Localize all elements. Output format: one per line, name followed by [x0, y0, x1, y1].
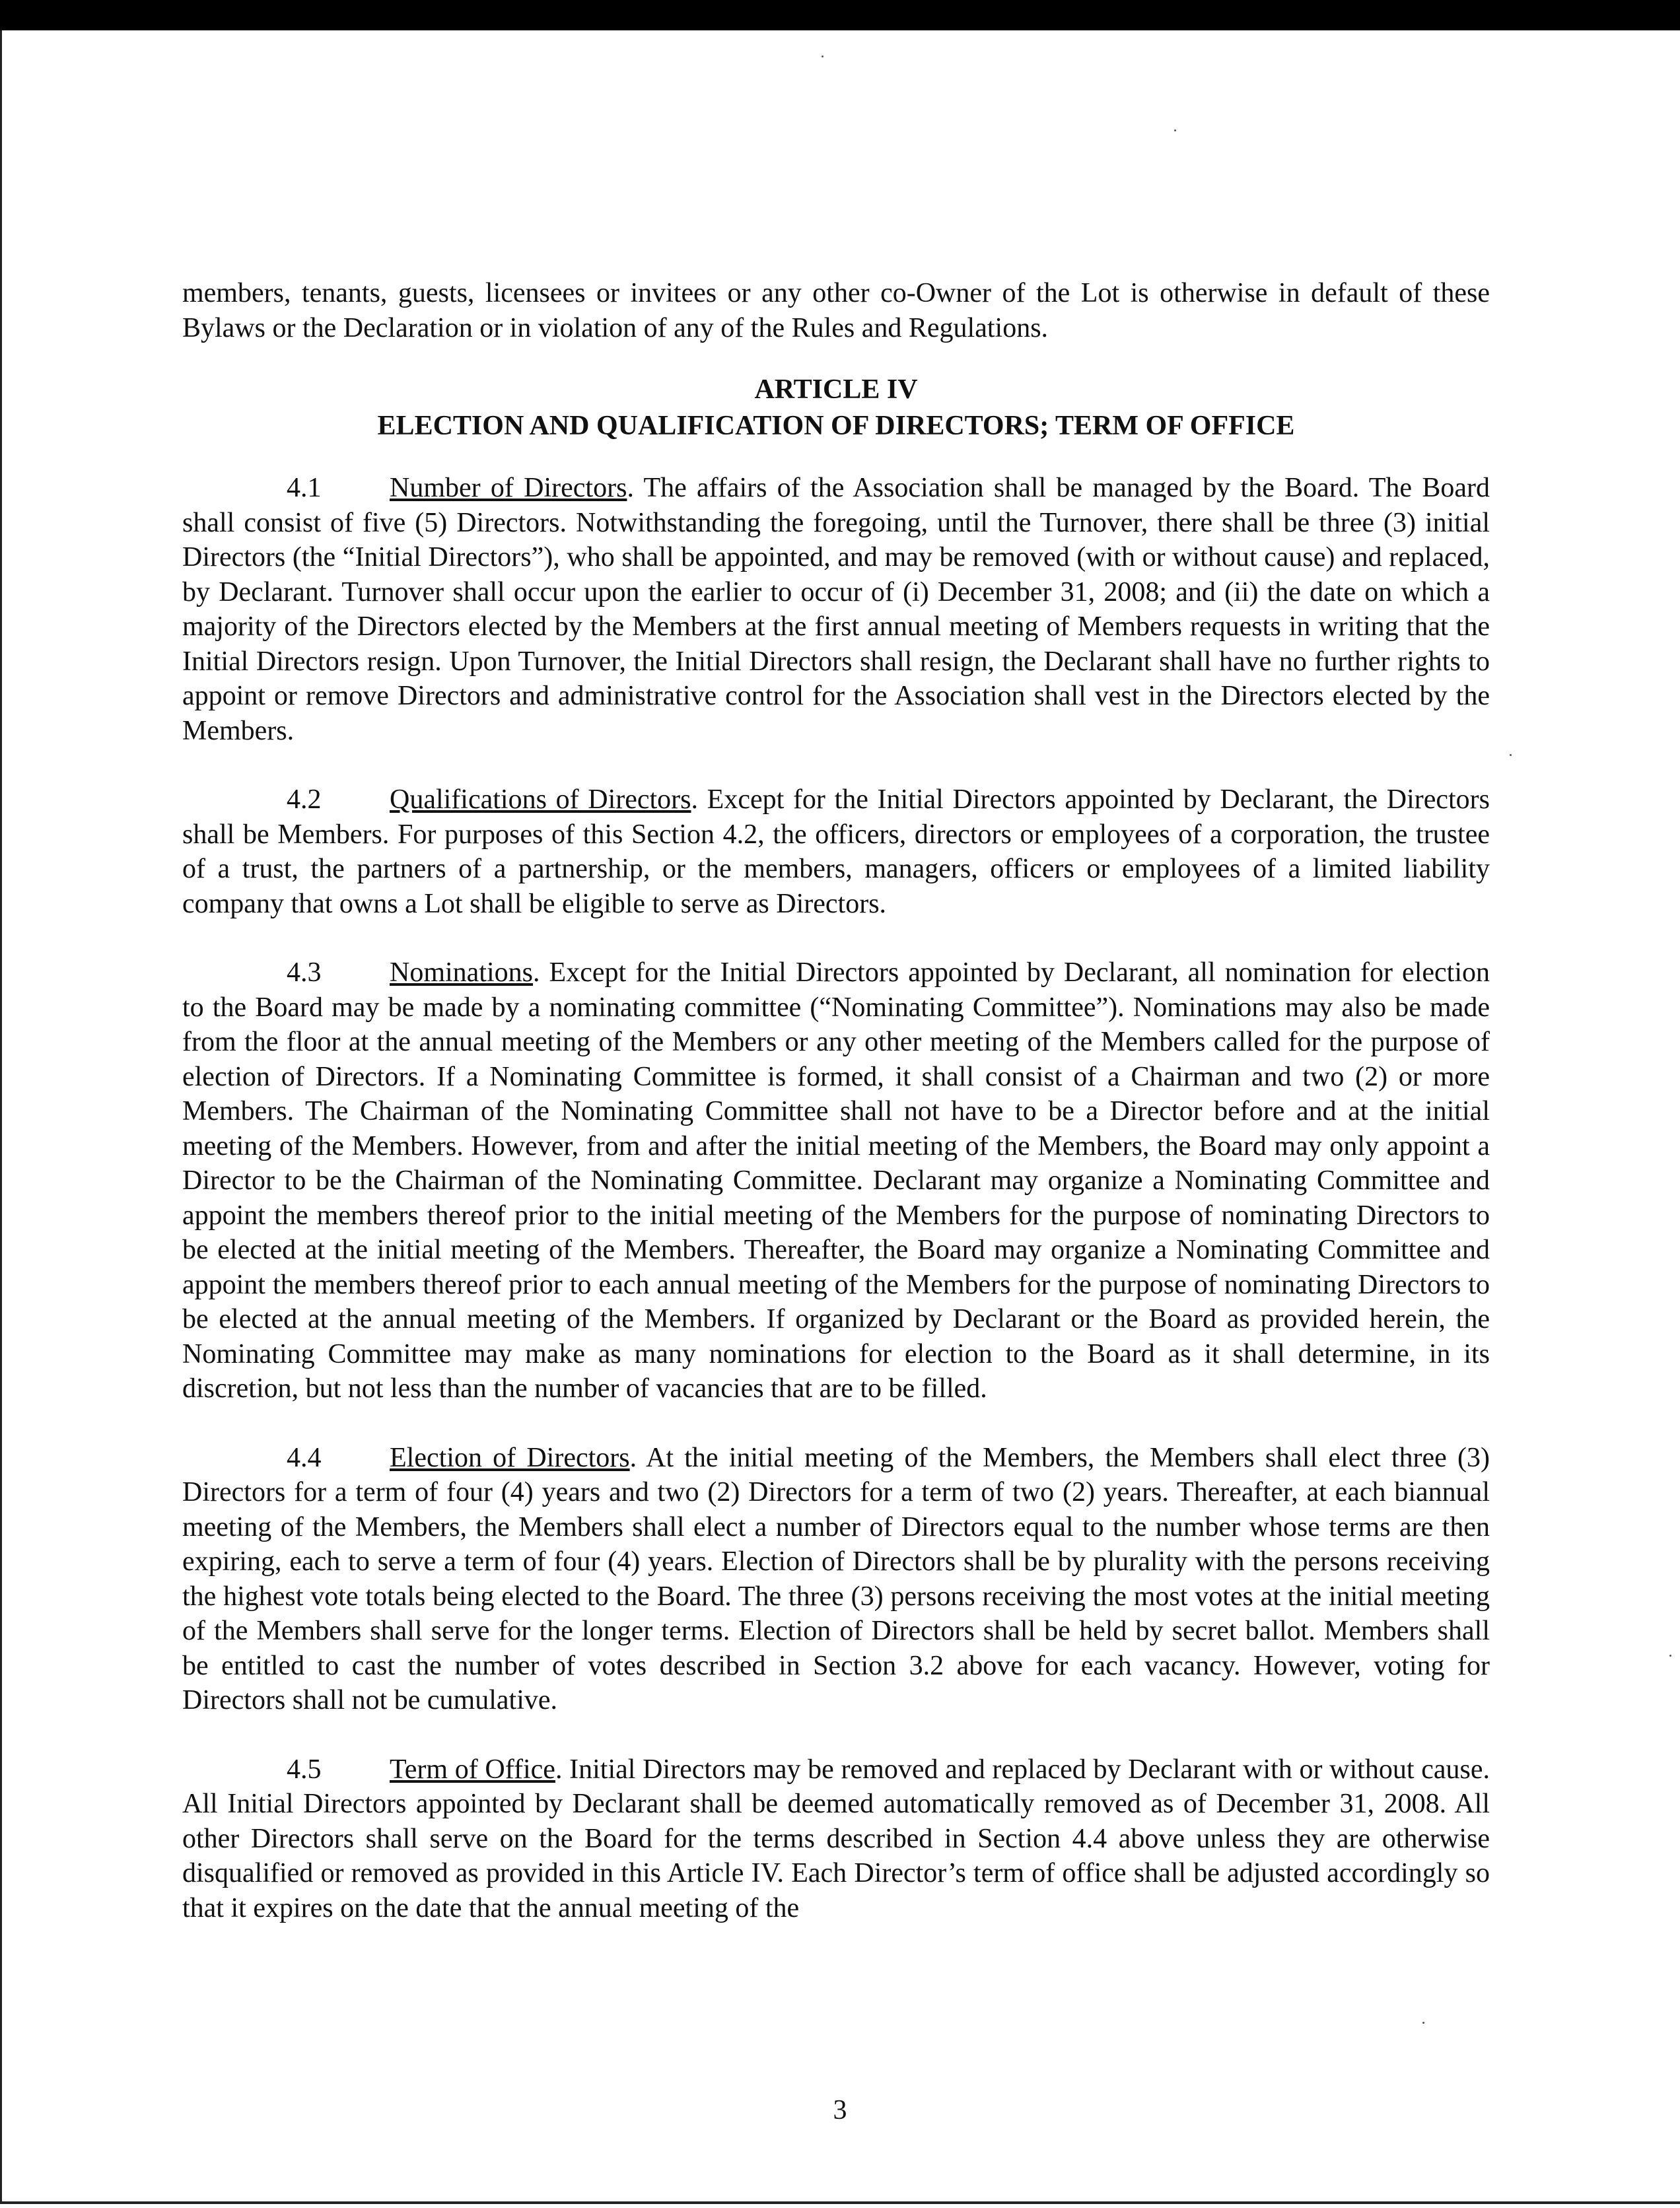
- section-4-2: [182, 782, 1490, 921]
- section-body: . Initial Directors may be removed and replaced by Declarant with or without cause. All Initial Directors appointed by Declarant shall be deemed automatically removed as of December 31, 2008. All other Directors shall serve on the Board for the terms described in Section 4.4 above unless they are otherwise disqualified or removed as provided in this Article IV. Each Director’s term of office shall be adjusted accordingly so that it expires on the date that the annual meeting of the: [182, 1754, 1490, 1923]
- article-title: ELECTION AND QUALIFICATION OF DIRECTORS; TERM OF OFFICE: [377, 411, 1295, 441]
- scan-speck: [1174, 129, 1176, 131]
- section-title: Qualifications of Directors: [390, 784, 691, 815]
- section-body: . Except for the Initial Directors appointed by Declarant, the Directors shall be Members. For purposes of this Section 4.2, the officers, directors or employees of a corporation, the trustee of a trust, the partners of a partnership, or the members, managers, officers or employees of a limited liability company that owns a Lot shall be eligible to serve as Directors.: [182, 784, 1490, 919]
- page-number: 3: [833, 2095, 847, 2125]
- scan-speck: [822, 55, 823, 57]
- section-body: . At the initial meeting of the Members, the Members shall elect three (3) Directors for a term of four (4) years and two (2) Directors for a term of two (2) years. Thereafter, at each biannual meeting of the Members, the Members shall elect a number of Directors equal to the number whose terms are then expiring, each to serve a term of four (4) years. Election of Directors shall be by plurality with the persons receiving the highest vote totals being elected to the Board. The three (3) persons receiving the most votes at the initial meeting of the Members shall serve for the longer terms. Election of Directors shall be held by secret ballot. Members shall be entitled to cast the number of votes described in Section 3.2 above for each vacancy. However, voting for Directors shall not be cumulative.: [182, 1442, 1490, 1715]
- article-label: ARTICLE IV: [754, 374, 918, 405]
- scan-bottom-edge: [0, 2201, 1680, 2204]
- section-number: 4.1: [287, 473, 322, 503]
- section-number: 4.4: [287, 1442, 322, 1473]
- section-body: . The affairs of the Association shall be managed by the Board. The Board shall consist of five (5) Directors. Notwithstanding the foregoing, until the Turnover, there shall be three (3) initial Directors (the “Initial Directors”), who shall be appointed, and may be removed (with or without cause) and replaced, by Declarant. Turnover shall occur upon the earlier to occur of (i) December 31, 2008; and (ii) the date on which a majority of the Directors elected by the Members at the first annual meeting of Members requests in writing that the Initial Directors resign. Upon Turnover, the Initial Directors shall resign, the Declarant shall have no further rights to appoint or remove Directors and administrative control for the Association shall vest in the Directors elected by the Members.: [182, 473, 1490, 746]
- section-title: Term of Office: [390, 1754, 555, 1785]
- article-heading: [182, 372, 1490, 444]
- scan-speck: [1669, 1655, 1671, 1657]
- document-page: [182, 276, 1490, 1960]
- section-number: 4.3: [287, 957, 322, 988]
- section-4-5: [182, 1752, 1490, 1926]
- section-body: . Except for the Initial Directors appointed by Declarant, all nomination for election to the Board may be made by a nominating committee (“Nominating Committee”). Nominations may also be made from the floor at the annual meeting of the Members or any other meeting of the Members called for the purpose of election of Directors. If a Nominating Committee is formed, it shall consist of a Chairman and two (2) or more Members. The Chairman of the Nominating Committee shall not have to be a Director before and at the initial meeting of the Members. However, from and after the initial meeting of the Members, the Board may only appoint a Director to be the Chairman of the Nominating Committee. Declarant may organize a Nominating Committee and appoint the members thereof prior to the initial meeting of the Members for the purpose of nominating Directors to be elected at the initial meeting of the Members. Thereafter, the Board may organize a Nominating Committee and appoint the members thereof prior to each annual meeting of the Members for the purpose of nominating Directors to be elected at the annual meeting of the Members. If organized by Declarant or the Board as provided herein, the Nominating Committee may make as many nominations for election to the Board as it shall determine, in its discretion, but not less than the number of vacancies that are to be filled.: [182, 957, 1490, 1404]
- scan-left-edge: [0, 30, 2, 2203]
- section-number: 4.5: [287, 1754, 322, 1785]
- section-4-4: [182, 1441, 1490, 1718]
- continuation-paragraph: members, tenants, guests, licensees or invitees or any other co-Owner of the Lot is otherwise in default of these Bylaws or the Declaration or in violation of any of the Rules and Regulations.: [182, 278, 1490, 343]
- section-title: Election of Directors: [390, 1442, 630, 1473]
- scan-top-border: [0, 0, 1680, 30]
- section-4-1: [182, 471, 1490, 748]
- scan-speck: [1510, 754, 1512, 756]
- section-title: Nominations: [390, 957, 533, 988]
- section-4-3: [182, 955, 1490, 1406]
- scan-speck: [1422, 2022, 1424, 2024]
- section-number: 4.2: [287, 784, 322, 815]
- section-title: Number of Directors: [390, 473, 627, 503]
